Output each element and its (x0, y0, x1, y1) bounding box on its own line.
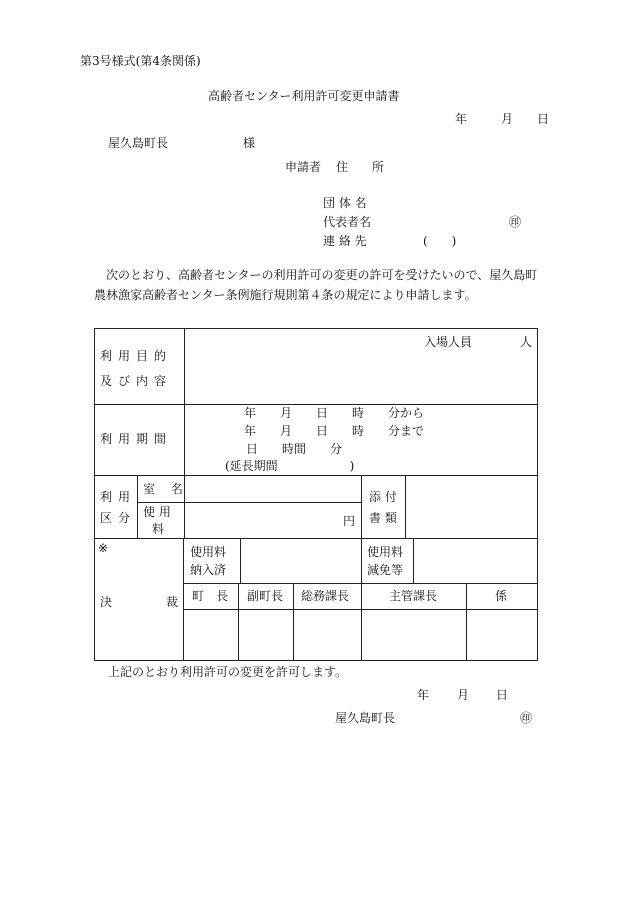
date-day: 日 (537, 112, 550, 126)
fee-reduced-label-line2: 減免等 (367, 563, 404, 577)
fee-paid-label-line2: 納入済 (190, 563, 227, 577)
purpose-label-line1: 利用目的 (100, 349, 173, 363)
fee-label-line1: 使 用 (143, 505, 171, 519)
addressee-honorific: 様 (243, 136, 256, 150)
attendees-label: 入場人員 (424, 335, 473, 349)
fee-paid-label-line1: 使用料 (190, 545, 227, 559)
approver-deputy-mayor: 副町長 (247, 589, 284, 603)
fee-yen-unit: 円 (343, 514, 356, 528)
decision-label-right: 裁 (166, 595, 179, 609)
applicant-address: 住 所 (336, 160, 385, 174)
applicant-label: 申請者 (285, 160, 322, 174)
approver-department-chief: 主管課長 (389, 589, 438, 603)
period-duration: 日 時間 分 (246, 442, 343, 456)
form-title: 高齢者センター利用許可変更申請書 (208, 89, 400, 103)
approval-date-year: 年 (417, 688, 430, 702)
period-to: 年 月 日 時 分まで (244, 424, 425, 438)
attachment-label-line1: 添 付 (369, 490, 397, 504)
period-label: 利用期間 (100, 432, 173, 446)
approver-general-affairs-chief: 総務課長 (301, 589, 350, 603)
period-extension: (延長期間 ) (225, 459, 355, 473)
purpose-label-line2: 及び内容 (100, 374, 173, 388)
attachment-label-line2: 書 類 (369, 511, 397, 525)
fee-label-line2: 料 (152, 522, 165, 536)
applicant-rep: 代表者名 (323, 215, 372, 229)
office-use-mark: ※ (98, 541, 109, 555)
applicant-org: 団 体 名 (323, 196, 367, 210)
application-body-text: 次のとおり、高齢者センターの利用許可の変更の許可を受けたいので、屋久島町農林漁家高齢者センター条例施行規則第４条の規定により申請します。 (94, 268, 538, 302)
period-from: 年 月 日 時 分から (244, 406, 425, 420)
applicant-contact: 連 絡 先 (323, 234, 367, 248)
date-month: 月 (501, 112, 514, 126)
form-number: 第3号様式(第4条関係) (80, 54, 201, 68)
applicant-seal: ㊞ (509, 215, 522, 229)
attendees-unit: 人 (520, 335, 533, 349)
approver-mayor: 町 長 (192, 589, 229, 603)
approver-staff: 係 (495, 589, 508, 603)
approval-date-day: 日 (496, 688, 509, 702)
approval-date-month: 月 (457, 688, 470, 702)
room-name-label: 室 名 (143, 482, 189, 496)
addressee-name: 屋久島町長 (108, 136, 169, 150)
category-label-line1: 利用 (100, 490, 137, 504)
approval-text: 上記のとおり利用許可の変更を許可します。 (108, 665, 348, 679)
fee-reduced-label-line1: 使用料 (367, 545, 404, 559)
category-label-line2: 区分 (100, 511, 137, 525)
approval-seal: ㊞ (520, 711, 533, 725)
applicant-contact-paren: ( ) (423, 234, 457, 248)
approval-mayor: 屋久島町長 (335, 711, 396, 725)
date-year: 年 (455, 112, 468, 126)
decision-label-left: 決 (100, 595, 113, 609)
